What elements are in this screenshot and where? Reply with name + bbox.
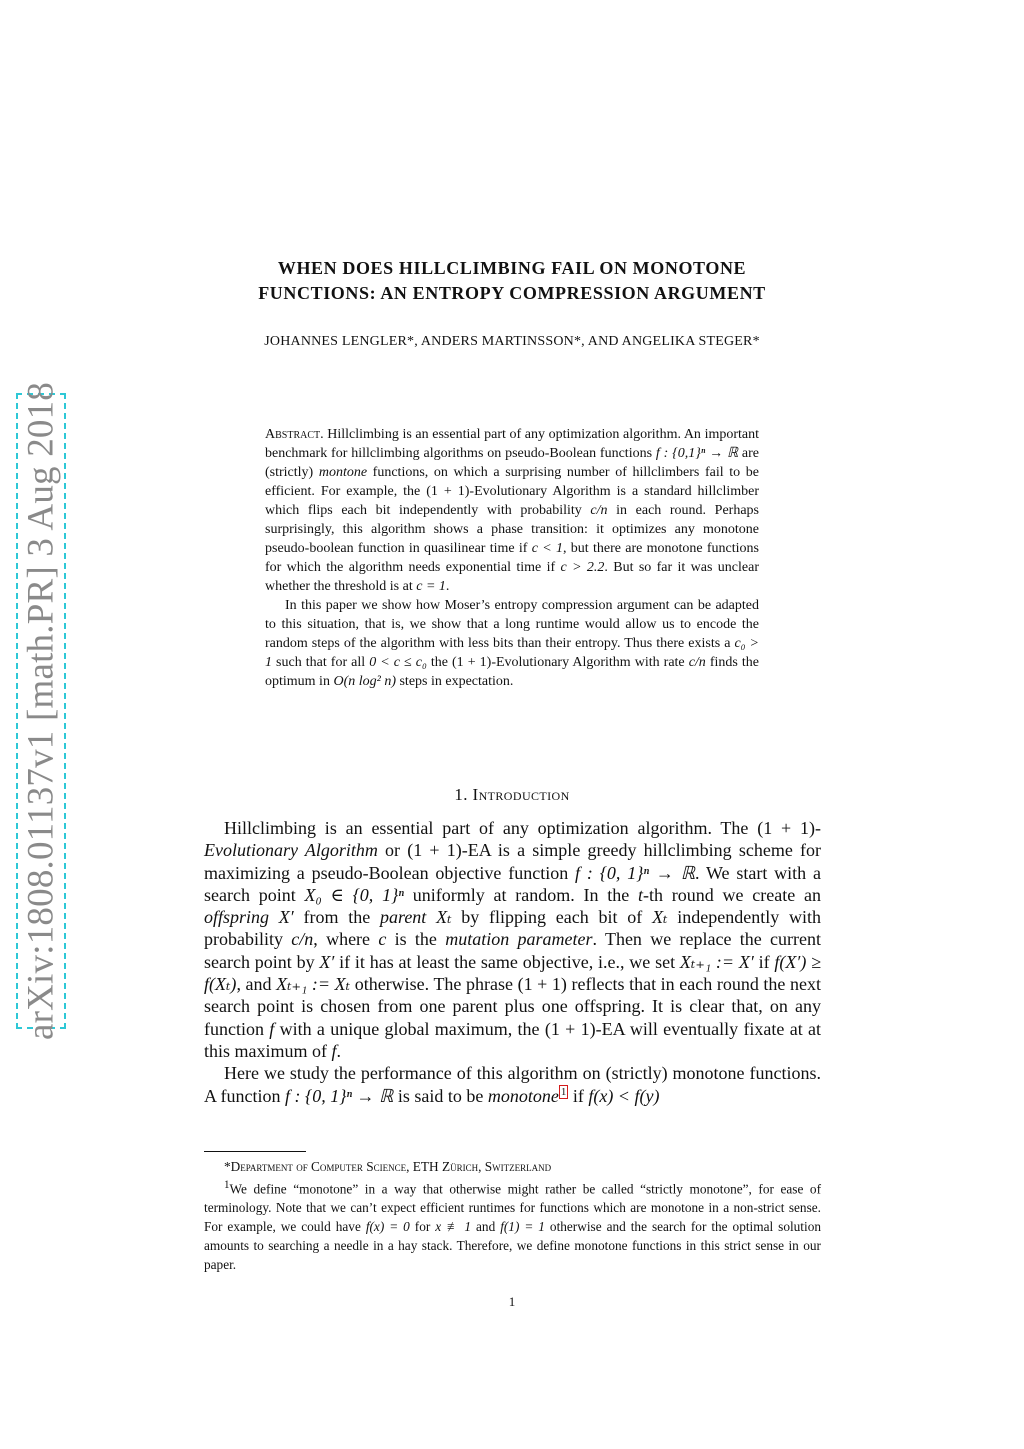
footnote-1 (204, 1176, 821, 1274)
math: X₀ ∈ {0, 1}ⁿ (304, 884, 404, 905)
math: f (269, 1018, 275, 1039)
abstract-paragraph-2 (265, 596, 759, 691)
body-text: otherwise. The phrase (1 + 1) reflects that in each round the next search point is chosen from one parent plus one offspring. It is clear that, on any function (204, 974, 821, 1039)
math: f(x) < f(y) (588, 1085, 660, 1106)
math: f(X′) ≥ f(Xₜ) (204, 951, 821, 995)
math: c < 1 (531, 541, 563, 556)
emphasis: Evolutionary Algorithm (204, 840, 378, 861)
emphasis: montone (318, 465, 368, 480)
math: Xₜ₊₁ := Xₜ (276, 974, 351, 995)
math: c (378, 929, 387, 950)
abstract-text: steps in expectation. (395, 674, 514, 689)
body-text: , and (236, 974, 277, 995)
body-text: from the (293, 907, 380, 928)
math: x ≢ 1 (435, 1219, 472, 1235)
introduction-body (204, 817, 821, 1107)
footnote-marker: 1 (224, 1179, 230, 1191)
math: f (331, 1040, 337, 1061)
body-text: is said to be (393, 1085, 488, 1106)
paper-title (160, 256, 864, 306)
body-text: or (1 + 1)-EA is a simple greedy hillclimbing scheme for maximizing a pseudo-Boolean objective function (204, 840, 821, 883)
math: f : {0,1}ⁿ → ℝ (655, 446, 739, 461)
math: f : {0, 1}ⁿ → ℝ (285, 1085, 394, 1106)
body-text: -th round we create an (643, 884, 821, 905)
footnote-text: for (409, 1219, 436, 1235)
abstract-text: such that for all (272, 655, 370, 670)
footnote-reference-link[interactable]: 1 (560, 1085, 567, 1098)
author-list: JOHANNES LENGLER*, ANDERS MARTINSSON*, AND ANGELIKA STEGER* (264, 334, 760, 349)
footnote-text: We define “monotone” in a way that otherwise might rather be called “strictly monotone”, for ease of terminology. Note that we can’t expect efficient runtimes for functions which are monotone in a non-strict sense. For example, we could have (204, 1181, 821, 1235)
body-text: . (336, 1040, 342, 1061)
math: Xₜ (436, 907, 452, 928)
abstract-text: In this paper we show how Moser’s entropy compression argument can be adapted to this situation, that is, we show that a long runtime would allow us to encode the random steps of the algorithm with less bits than their entropy. Thus there exists a (265, 598, 759, 651)
title-line-1: WHEN DOES HILLCLIMBING FAIL ON MONOTONE (277, 258, 747, 278)
math: t (638, 884, 644, 905)
abstract-text: . But so far it was unclear whether the threshold is at (265, 560, 759, 594)
emphasis: parent (379, 907, 427, 928)
math: c = 1 (416, 579, 446, 594)
title-line-2: FUNCTIONS: AN ENTROPY COMPRESSION ARGUMENT (258, 283, 766, 303)
abstract-text: Hillclimbing is an essential part of any optimization algorithm. An important benchmark for hillclimbing algorithms on pseudo-Boolean functions (265, 427, 759, 461)
body-text: if it has at least the same objective, i.e., we set (334, 951, 680, 972)
body-text: with a unique global maximum, the (1 + 1)-EA will eventually fixate at at this maximum of (204, 1018, 821, 1061)
math: f : {0, 1}ⁿ → ℝ (575, 862, 695, 883)
math: Xₜ₊₁ := X′ (679, 951, 754, 972)
intro-paragraph-2 (204, 1062, 821, 1107)
math: Xₜ (652, 907, 668, 928)
abstract-text: , but there are monotone functions for which the algorithm needs exponential time if (265, 541, 759, 575)
body-text: is the (386, 929, 446, 950)
abstract-text: are (strictly) (265, 446, 759, 480)
footnote-text: otherwise and the search for the optimal solution amounts to searching a needle in a hay stack. Therefore, we define monotone functions in this strict sense in our paper. (204, 1219, 821, 1273)
body-text: Hillclimbing is an essential part of any optimization algorithm. The (1 + 1)- (224, 818, 821, 838)
emphasis: mutation parameter (445, 929, 593, 950)
body-text: independently with probability (204, 907, 821, 950)
abstract-text: the (1 + 1)-Evolutionary Algorithm with rate (426, 655, 689, 670)
math: c/n (688, 655, 706, 670)
body-text: , where (313, 929, 379, 950)
math: c/n (291, 929, 314, 950)
emphasis: offspring (204, 907, 270, 928)
abstract-text: finds the optimum in (265, 655, 759, 689)
arxiv-stamp (16, 381, 66, 1041)
section-title: Introduction (472, 785, 570, 804)
abstract-label: Abstract. (265, 427, 324, 442)
body-text: . Then we replace the current search point by (204, 929, 821, 972)
abstract-text: functions, on which a surprising number of hillclimbers fail to be efficient. For example, the (1 + 1)-Evolutionary Algorithm is a standard hillclimber which flips each bit independently with probability (265, 465, 760, 518)
emphasis: monotone (487, 1085, 559, 1106)
section-number: 1. (454, 785, 468, 804)
abstract-text: in each round. Perhaps surprisingly, this algorithm shows a phase transition: it optimizes any monotone pseudo-boolean function in quasilinear time if (265, 503, 759, 556)
footnotes (204, 1157, 821, 1274)
math: f(x) = 0 (365, 1219, 410, 1235)
body-text: uniformly at random. In the (403, 884, 638, 905)
section-heading (200, 785, 824, 805)
abstract-text: . (445, 579, 450, 594)
body-text: if (753, 951, 775, 972)
abstract-paragraph-1 (265, 425, 759, 596)
math: c > 2.2 (560, 560, 605, 575)
affiliation-footnote (204, 1157, 821, 1176)
math: X′ (319, 951, 335, 972)
abstract (265, 425, 759, 691)
math: c/n (590, 503, 608, 518)
body-text: Here we study the performance of this algorithm on (strictly) monotone functions. A function (204, 1063, 821, 1106)
page-number: 1 (508, 1294, 516, 1309)
math: 0 < c ≤ c₀ (369, 655, 427, 670)
math: c₀ > 1 (265, 636, 760, 670)
intro-paragraph-1 (204, 817, 821, 1062)
footnote-text: and (471, 1219, 501, 1235)
body-text: by flipping each bit of (451, 907, 653, 928)
body-text: . We start with a search point (204, 862, 821, 905)
footnote-rule (204, 1151, 306, 1152)
body-text: if (568, 1085, 589, 1106)
math: f(1) = 1 (500, 1219, 545, 1235)
affiliation-text: *Department of Computer Science, ETH Zürich, Switzerland (224, 1159, 552, 1174)
math: X′ (278, 907, 294, 928)
arxiv-identifier: arXiv:1808.01137v1 [math.PR] 3 Aug 2018 (20, 381, 62, 1041)
math: O(n log² n) (333, 674, 396, 689)
